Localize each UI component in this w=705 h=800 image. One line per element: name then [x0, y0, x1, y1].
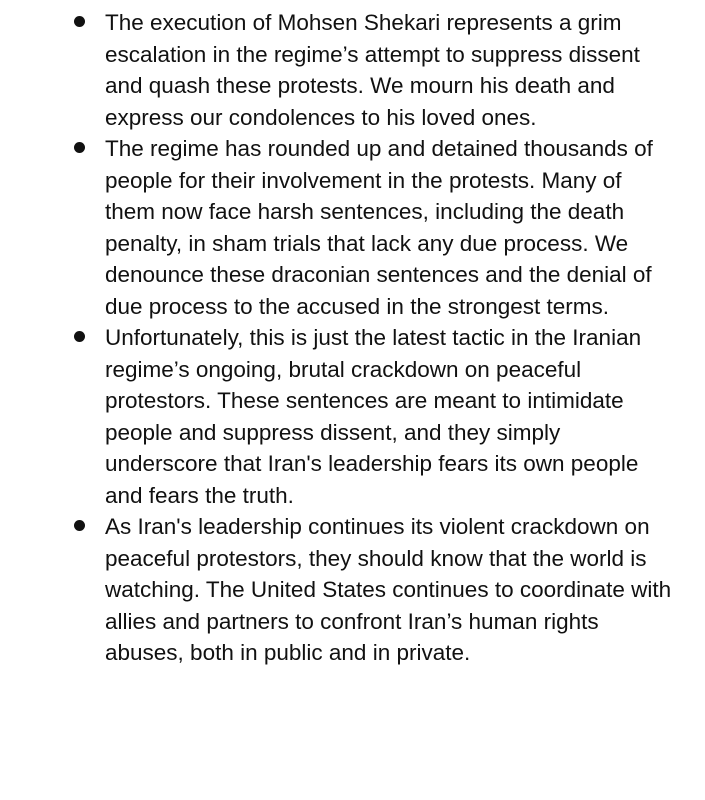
bullet-icon	[74, 16, 85, 27]
bullet-icon	[74, 331, 85, 342]
document-body	[0, 7, 705, 669]
list-item	[0, 133, 705, 322]
bullet-text: The regime has rounded up and detained thousands of people for their involvement in the protests. Many of them now face harsh sentences, including the death penalty, in sham trials that lack any due process. We denounce these draconian sentences and the denial of due process to the accused in the strongest terms.	[105, 136, 653, 319]
bullet-icon	[74, 520, 85, 531]
list-item	[0, 511, 705, 669]
bullet-list	[0, 7, 705, 669]
list-item	[0, 7, 705, 133]
bullet-text: As Iran's leadership continues its violent crackdown on peaceful protestors, they should know that the world is watching. The United States continues to coordinate with allies and partners to confront Iran’s human rights abuses, both in public and in private.	[105, 514, 672, 665]
bullet-text: Unfortunately, this is just the latest tactic in the Iranian regime’s ongoing, brutal crackdown on peaceful protestors. These sentences are meant to intimidate people and suppress dissent, and they simply underscore that Iran's leadership fears its own people and fears the truth.	[105, 325, 642, 508]
list-item	[0, 322, 705, 511]
bullet-icon	[74, 142, 85, 153]
bullet-text: The execution of Mohsen Shekari represents a grim escalation in the regime’s attempt to suppress dissent and quash these protests. We mourn his death and express our condolences to his loved ones.	[105, 10, 640, 130]
